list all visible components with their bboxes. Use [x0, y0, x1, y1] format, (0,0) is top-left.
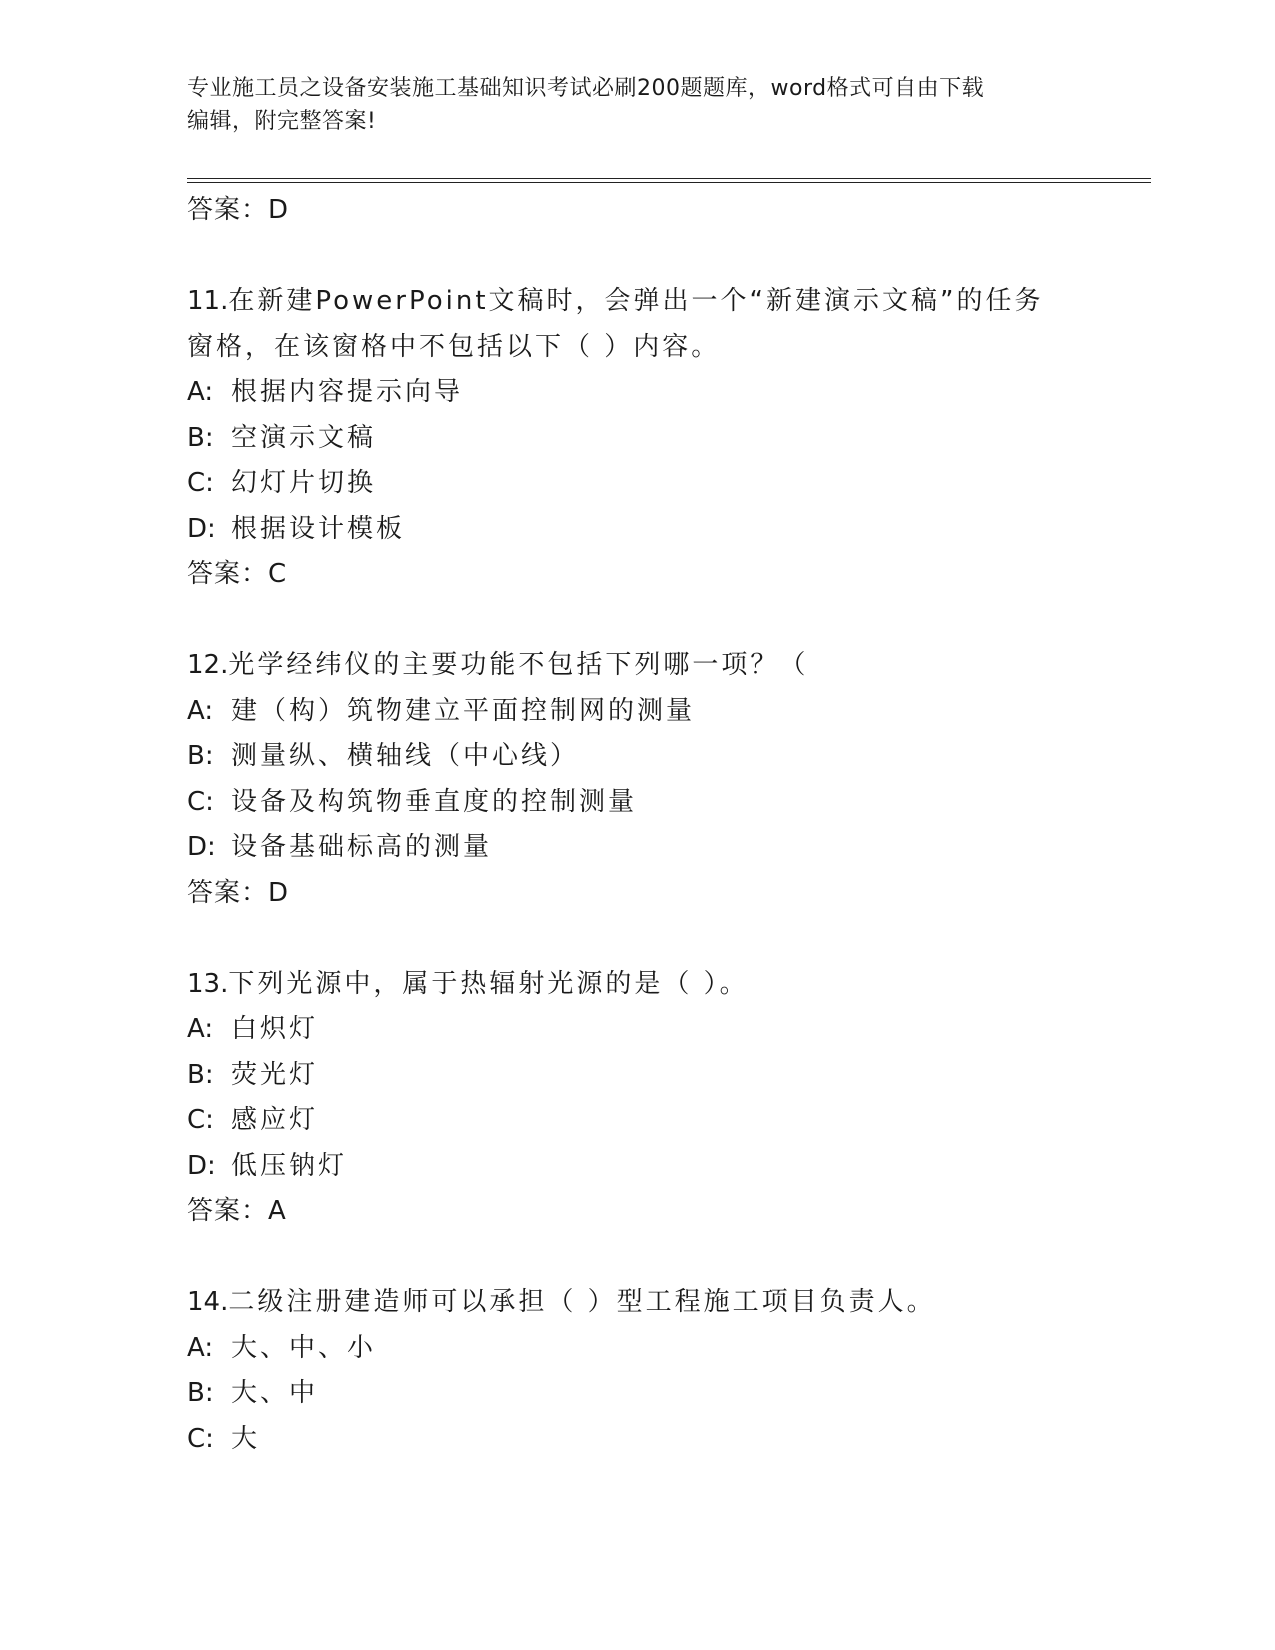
option-label: C:	[187, 786, 214, 817]
option-text: 大、中、小	[231, 1332, 377, 1363]
question-13	[187, 962, 1151, 1235]
option-label: C:	[187, 1423, 214, 1454]
question-14	[187, 1280, 1151, 1462]
option-label: A:	[187, 1014, 214, 1044]
question-number: 12.	[187, 650, 229, 680]
option-label: B:	[187, 1378, 214, 1408]
question-text	[187, 279, 1151, 325]
option-c	[187, 461, 1151, 507]
option-label: D:	[187, 1150, 216, 1181]
option-a	[187, 370, 1151, 416]
question-text	[187, 962, 1151, 1008]
question-12	[187, 643, 1151, 916]
question-number: 14.	[187, 1287, 229, 1317]
option-text: 空演示文稿	[231, 422, 377, 453]
option-c	[187, 1098, 1151, 1144]
option-text: 感应灯	[231, 1105, 319, 1135]
option-text: 根据内容提示向导	[231, 377, 464, 407]
option-text: 低压钠灯	[231, 1150, 348, 1181]
option-label: A:	[187, 377, 214, 407]
option-c	[187, 780, 1151, 826]
option-text: 根据设计模板	[231, 513, 406, 544]
option-text: 白炽灯	[231, 1014, 319, 1044]
question-text-line-1: 下列光源中，属于热辐射光源的是（ ）。	[228, 968, 749, 999]
option-d	[187, 825, 1151, 871]
option-label: B:	[187, 422, 214, 453]
option-label: D:	[187, 513, 216, 544]
header-title-line-2: 编辑，附完整答案!	[187, 109, 377, 134]
option-c	[187, 1417, 1151, 1463]
option-a	[187, 689, 1151, 735]
document-header	[187, 72, 1087, 138]
option-label: C:	[187, 1105, 214, 1135]
option-text: 测量纵、横轴线（中心线）	[231, 741, 580, 771]
question-text-line-2: 窗格，在该窗格中不包括以下（ ）内容。	[187, 331, 721, 362]
question-11	[187, 279, 1151, 598]
header-divider-top	[187, 178, 1151, 179]
option-d	[187, 507, 1151, 553]
option-b	[187, 1053, 1151, 1099]
option-text: 设备及构筑物垂直度的控制测量	[231, 786, 638, 817]
option-label: A:	[187, 1332, 214, 1363]
option-d	[187, 1144, 1151, 1190]
question-text-line-1: 在新建PowerPoint文稿时，会弹出一个“新建演示文稿”的任务	[228, 286, 1044, 316]
option-text: 大、中	[231, 1378, 319, 1408]
option-label: A:	[187, 695, 214, 726]
header-divider-bottom	[187, 182, 1151, 183]
answer-line: 答案：A	[187, 1196, 287, 1226]
option-text: 幻灯片切换	[231, 468, 377, 498]
answer-line: 答案：C	[187, 559, 288, 589]
option-label: B:	[187, 1059, 214, 1090]
option-b	[187, 416, 1151, 462]
option-text: 设备基础标高的测量	[231, 832, 493, 862]
option-b	[187, 1371, 1151, 1417]
option-text: 荧光灯	[231, 1059, 319, 1090]
option-label: D:	[187, 832, 216, 862]
question-number: 13.	[187, 968, 229, 999]
option-label: B:	[187, 741, 214, 771]
question-text-line-1: 光学经纬仪的主要功能不包括下列哪一项？（	[228, 650, 809, 680]
option-text: 大	[231, 1423, 261, 1454]
option-label: C:	[187, 468, 214, 498]
option-a	[187, 1007, 1151, 1053]
question-text-line-1: 二级注册建造师可以承担（ ）型工程施工项目负责人。	[228, 1287, 936, 1317]
question-number: 11.	[187, 286, 229, 316]
answer-line: 答案：D	[187, 877, 290, 908]
option-a	[187, 1326, 1151, 1372]
question-text	[187, 1280, 1151, 1326]
option-text: 建（构）筑物建立平面控制网的测量	[231, 695, 696, 726]
header-title-line-1: 专业施工员之设备安装施工基础知识考试必刷200题题库，word格式可自由下载	[187, 76, 985, 101]
answer-line: 答案：D	[187, 195, 290, 225]
question-list	[187, 188, 1151, 1462]
option-b	[187, 734, 1151, 780]
question-text	[187, 643, 1151, 689]
